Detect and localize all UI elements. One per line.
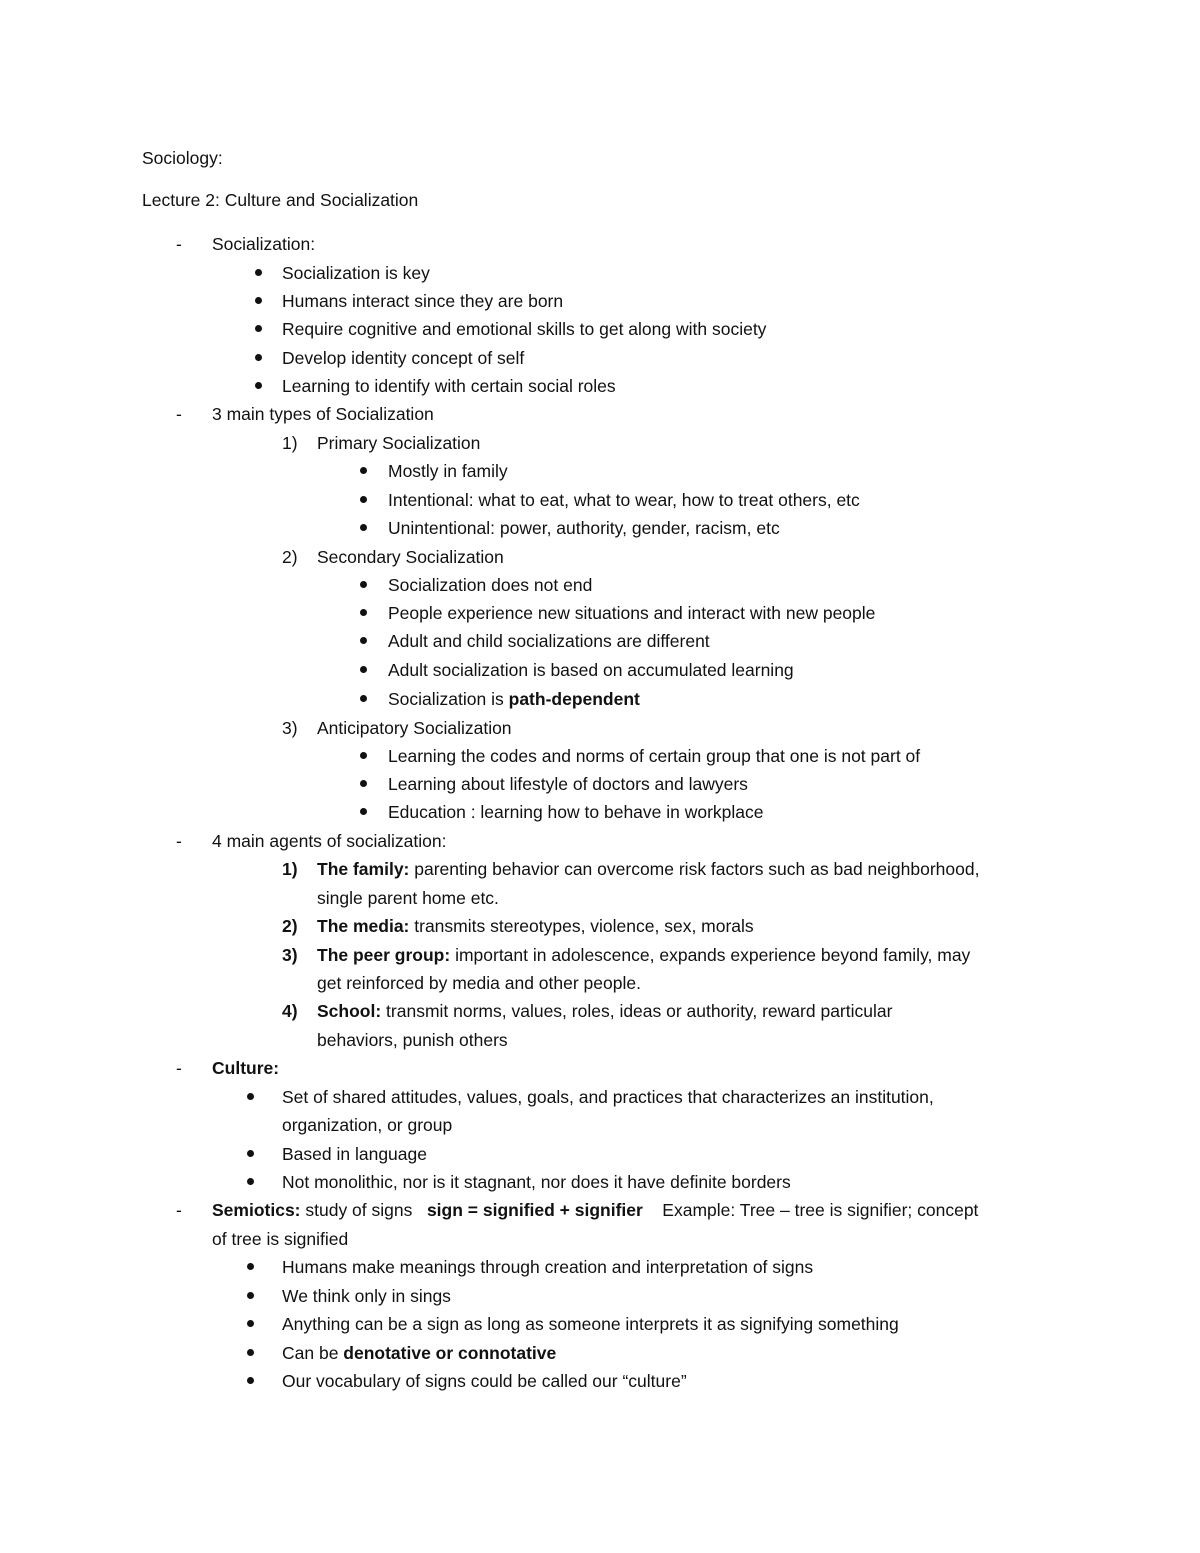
- subheading: Anticipatory Socialization: [317, 718, 512, 738]
- bullet-icon: [360, 467, 367, 474]
- list-item: Socialization is key: [282, 263, 430, 283]
- list-item: Intentional: what to eat, what to wear, how to treat others, etc: [388, 490, 860, 510]
- formula: sign = signified + signifier: [426, 1200, 643, 1220]
- list-number: 3): [282, 718, 298, 738]
- list-item: [317, 943, 970, 967]
- list-item: Learning to identify with certain social roles: [282, 376, 616, 396]
- list-number: 4): [282, 1001, 298, 1021]
- list-number: 3): [282, 945, 298, 965]
- culture-heading: Culture:: [212, 1058, 280, 1078]
- list-item: Develop identity concept of self: [282, 348, 525, 368]
- bold-term: denotative or connotative: [343, 1343, 557, 1363]
- list-item: Learning about lifestyle of doctors and lawyers: [388, 774, 748, 794]
- agents-heading: 4 main agents of socialization:: [212, 831, 447, 851]
- list-item: Our vocabulary of signs could be called our “culture”: [282, 1371, 687, 1391]
- list-item: [317, 857, 979, 881]
- list-item: Not monolithic, nor is it stagnant, nor does it have definite borders: [282, 1172, 791, 1192]
- bullet-icon: [360, 780, 367, 787]
- text-segment: Can be: [282, 1343, 344, 1363]
- list-item: Adult and child socializations are different: [388, 631, 710, 651]
- text-segment: study of signs: [300, 1200, 427, 1220]
- dash-marker: -: [176, 1058, 182, 1078]
- dash-marker: -: [176, 1200, 182, 1220]
- bullet-icon: [247, 1377, 254, 1384]
- bold-term: School:: [317, 1001, 382, 1021]
- bullet-icon: [360, 666, 367, 673]
- list-item: Education : learning how to behave in workplace: [388, 802, 764, 822]
- bullet-icon: [247, 1292, 254, 1299]
- bullet-icon: [360, 609, 367, 616]
- text-segment: Example: Tree – tree is signifier; concept: [642, 1200, 979, 1220]
- list-item-continuation: behaviors, punish others: [317, 1030, 508, 1050]
- list-number: 2): [282, 547, 298, 567]
- bullet-icon: [247, 1178, 254, 1185]
- types-heading: 3 main types of Socialization: [212, 404, 434, 424]
- bold-term: Semiotics:: [212, 1200, 301, 1220]
- text-segment: transmit norms, values, roles, ideas or authority, reward particular: [381, 1001, 893, 1021]
- list-item-continuation: single parent home etc.: [317, 888, 499, 908]
- bullet-icon: [247, 1349, 254, 1356]
- semiotics-heading: [212, 1198, 978, 1222]
- text-segment: transmits stereotypes, violence, sex, morals: [409, 916, 754, 936]
- list-item: [282, 1341, 556, 1365]
- list-item-continuation: organization, or group: [282, 1115, 453, 1135]
- dash-marker: -: [176, 831, 182, 851]
- list-item: Humans interact since they are born: [282, 291, 564, 311]
- bullet-icon: [247, 1320, 254, 1327]
- list-item: [317, 999, 892, 1023]
- bullet-icon: [247, 1093, 254, 1100]
- text-segment: important in adolescence, expands experience beyond family, may: [450, 945, 971, 965]
- list-item: We think only in sings: [282, 1286, 451, 1306]
- list-item: Unintentional: power, authority, gender, racism, etc: [388, 518, 780, 538]
- document-title: Sociology:: [142, 148, 223, 168]
- list-item: [317, 914, 754, 938]
- bold-term: path-dependent: [508, 689, 640, 709]
- text-segment: Socialization is: [388, 689, 509, 709]
- list-number: 1): [282, 859, 298, 879]
- bullet-icon: [360, 581, 367, 588]
- bullet-icon: [255, 382, 262, 389]
- list-item: Set of shared attitudes, values, goals, and practices that characterizes an institution,: [282, 1087, 934, 1107]
- list-item-continuation: get reinforced by media and other people.: [317, 973, 641, 993]
- bullet-icon: [255, 325, 262, 332]
- text-segment: parenting behavior can overcome risk factors such as bad neighborhood,: [409, 859, 980, 879]
- bullet-icon: [360, 808, 367, 815]
- list-number: 2): [282, 916, 298, 936]
- bullet-icon: [360, 637, 367, 644]
- list-item: Require cognitive and emotional skills to get along with society: [282, 319, 767, 339]
- list-item: Mostly in family: [388, 461, 508, 481]
- subheading: Secondary Socialization: [317, 547, 504, 567]
- list-item: Based in language: [282, 1144, 427, 1164]
- bold-term: The peer group:: [317, 945, 451, 965]
- bullet-icon: [360, 524, 367, 531]
- subheading: Primary Socialization: [317, 433, 481, 453]
- list-item: Adult socialization is based on accumulated learning: [388, 660, 794, 680]
- bullet-icon: [360, 752, 367, 759]
- list-number: 1): [282, 433, 298, 453]
- list-item: Learning the codes and norms of certain group that one is not part of: [388, 746, 921, 766]
- bullet-icon: [247, 1263, 254, 1270]
- dash-marker: -: [176, 234, 182, 254]
- list-item: People experience new situations and interact with new people: [388, 603, 876, 623]
- list-item: Humans make meanings through creation and interpretation of signs: [282, 1257, 814, 1277]
- bullet-icon: [255, 269, 262, 276]
- list-item: [388, 687, 640, 711]
- bullet-icon: [255, 354, 262, 361]
- bold-term: The media:: [317, 916, 410, 936]
- semiotics-continuation: of tree is signified: [212, 1229, 349, 1249]
- bullet-icon: [360, 496, 367, 503]
- list-item: Anything can be a sign as long as someone interprets it as signifying something: [282, 1314, 899, 1334]
- bullet-icon: [247, 1150, 254, 1157]
- bold-term: The family:: [317, 859, 410, 879]
- dash-marker: -: [176, 404, 182, 424]
- bullet-icon: [255, 297, 262, 304]
- list-item: Socialization does not end: [388, 575, 593, 595]
- socialization-heading: Socialization:: [212, 234, 316, 254]
- lecture-heading: Lecture 2: Culture and Socialization: [142, 190, 419, 210]
- bullet-icon: [360, 695, 367, 702]
